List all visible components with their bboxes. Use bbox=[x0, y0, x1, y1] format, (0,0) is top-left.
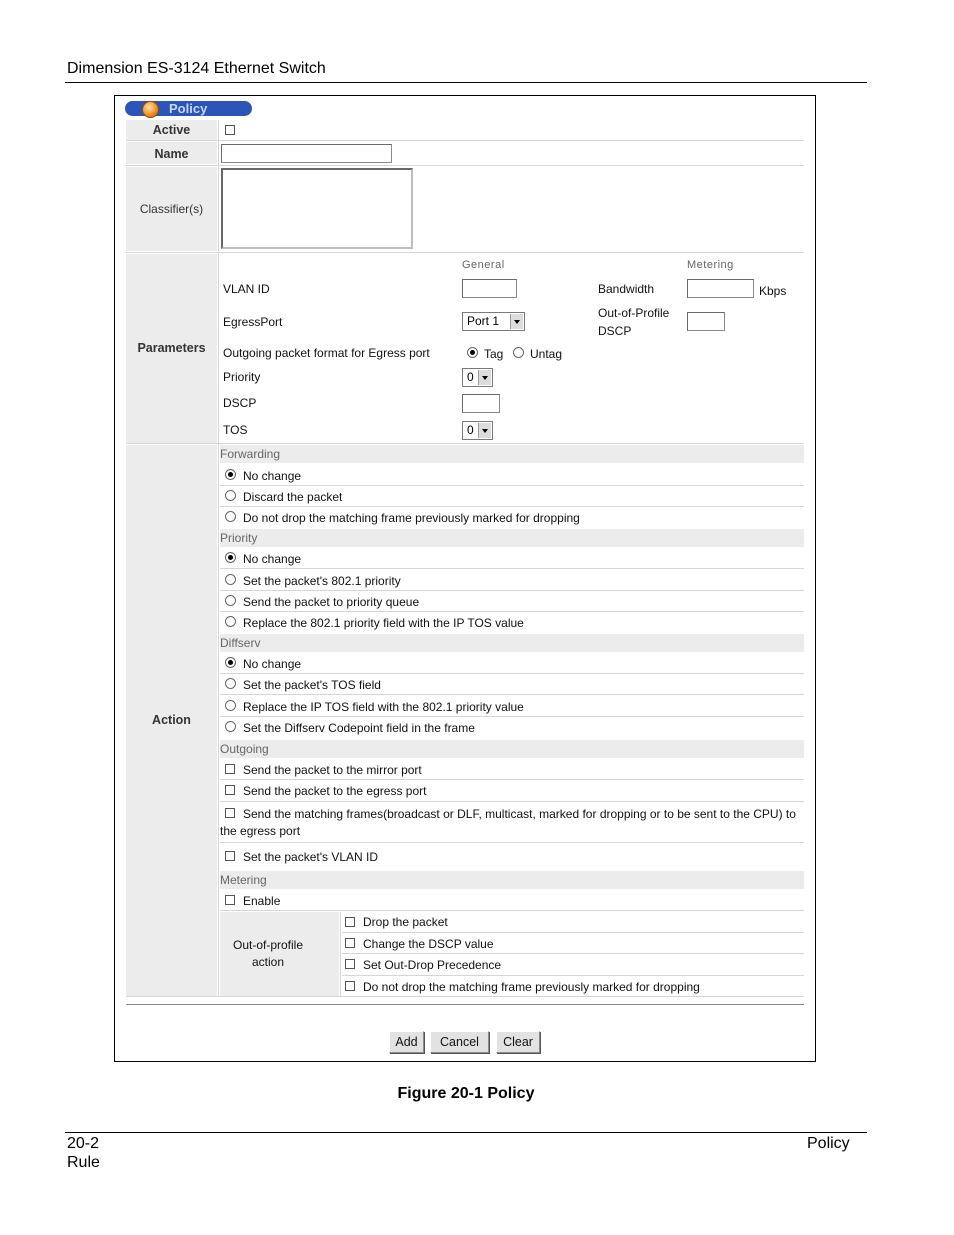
diffserv-replace-radio[interactable] bbox=[225, 700, 236, 711]
dscp-input[interactable] bbox=[462, 394, 500, 413]
panel-title: Policy bbox=[169, 101, 208, 116]
priority-select[interactable] bbox=[462, 368, 493, 387]
outgoing-mirror-checkbox[interactable] bbox=[225, 764, 235, 774]
forwarding-do-not-drop-radio[interactable] bbox=[225, 511, 236, 522]
egress-port-select[interactable] bbox=[462, 312, 525, 331]
outgoing-option-label: Send the packet to the egress port bbox=[243, 784, 427, 798]
row-divider bbox=[220, 694, 804, 695]
outgoing-long-option-line1: Send the matching frames(broadcast or DLF, multicast, marked for dropping or to be sent to the CPU) to bbox=[243, 807, 796, 821]
diffserv-codepoint-radio[interactable] bbox=[225, 721, 236, 732]
oop-option-label: Drop the packet bbox=[363, 915, 448, 929]
row-divider bbox=[220, 801, 804, 802]
oop-drop-checkbox[interactable] bbox=[345, 917, 355, 927]
row-divider bbox=[220, 611, 804, 612]
diffserv-option-label: No change bbox=[243, 657, 302, 671]
row-divider bbox=[126, 252, 804, 253]
priority-no-change-radio[interactable] bbox=[225, 552, 236, 563]
untag-label: Untag bbox=[530, 347, 563, 361]
oop-option-label: Do not drop the matching frame previously marked for dropping bbox=[363, 980, 700, 994]
priority-option-label: Set the packet's 802.1 priority bbox=[243, 574, 401, 588]
priority-value: 0 bbox=[467, 370, 474, 384]
row-divider bbox=[342, 953, 804, 954]
oop-dscp-input[interactable] bbox=[687, 312, 725, 331]
forwarding-no-change-radio[interactable] bbox=[225, 469, 236, 480]
classifiers-listbox[interactable] bbox=[221, 168, 413, 249]
action-label: Action bbox=[152, 713, 191, 727]
egress-port-label: EgressPort bbox=[223, 315, 283, 329]
row-divider bbox=[220, 506, 804, 507]
egress-port-value: Port 1 bbox=[467, 314, 500, 328]
footer-rule bbox=[65, 1132, 867, 1133]
forwarding-title: Forwarding bbox=[220, 447, 281, 461]
outgoing-vlan-id-checkbox[interactable] bbox=[225, 851, 235, 861]
priority-option-label: No change bbox=[243, 552, 302, 566]
diffserv-set-tos-radio[interactable] bbox=[225, 678, 236, 689]
priority-title: Priority bbox=[220, 531, 258, 545]
row-divider bbox=[220, 716, 804, 717]
forwarding-option-label: Discard the packet bbox=[243, 490, 343, 504]
vlan-id-input[interactable] bbox=[462, 279, 517, 298]
header-rule bbox=[65, 82, 867, 83]
classifiers-label: Classifier(s) bbox=[139, 202, 204, 216]
row-divider bbox=[126, 165, 804, 166]
bandwidth-input[interactable] bbox=[687, 279, 754, 298]
diffserv-no-change-radio[interactable] bbox=[225, 657, 236, 668]
oop-option-label: Change the DSCP value bbox=[363, 937, 494, 951]
row-divider bbox=[220, 568, 804, 569]
diffserv-option-label: Set the packet's TOS field bbox=[243, 678, 381, 692]
tos-select[interactable] bbox=[462, 421, 493, 440]
row-divider bbox=[126, 996, 804, 997]
row-divider bbox=[342, 932, 804, 933]
metering-enable-label: Enable bbox=[243, 894, 281, 908]
metering-enable-checkbox[interactable] bbox=[225, 895, 235, 905]
oop-dscp-label-line2: DSCP bbox=[598, 324, 632, 338]
forwarding-option-label: No change bbox=[243, 469, 302, 483]
parameters-label: Parameters bbox=[137, 341, 206, 355]
metering-title: Metering bbox=[220, 873, 267, 887]
oop-action-label-cell bbox=[220, 912, 339, 996]
forwarding-discard-radio[interactable] bbox=[225, 490, 236, 501]
row-divider bbox=[126, 443, 804, 444]
outgoing-option-label: Send the packet to the mirror port bbox=[243, 763, 422, 777]
footer-chapter: Policy bbox=[807, 1135, 850, 1152]
row-divider bbox=[220, 485, 804, 486]
oop-out-drop-checkbox[interactable] bbox=[345, 959, 355, 969]
name-label: Name bbox=[154, 147, 189, 161]
footer-page-number: 20-2 bbox=[67, 1135, 100, 1152]
outgoing-title: Outgoing bbox=[220, 742, 269, 756]
outgoing-long-option-line2: the egress port bbox=[220, 824, 301, 838]
footer-section: Rule bbox=[67, 1154, 100, 1171]
column-divider bbox=[218, 120, 219, 996]
priority-queue-radio[interactable] bbox=[225, 595, 236, 606]
tos-label: TOS bbox=[223, 423, 248, 437]
forwarding-option-label: Do not drop the matching frame previously marked for dropping bbox=[243, 511, 580, 525]
diffserv-option-label: Set the Diffserv Codepoint field in the frame bbox=[243, 721, 475, 735]
priority-section-bar bbox=[220, 529, 804, 547]
metering-section-bar bbox=[220, 871, 804, 889]
outgoing-egress-checkbox[interactable] bbox=[225, 785, 235, 795]
row-divider bbox=[220, 842, 804, 843]
bandwidth-unit: Kbps bbox=[759, 284, 787, 298]
oop-change-dscp-checkbox[interactable] bbox=[345, 938, 355, 948]
diffserv-section-bar bbox=[220, 634, 804, 652]
metering-header: Metering bbox=[687, 259, 734, 271]
row-divider bbox=[220, 590, 804, 591]
priority-label: Priority bbox=[223, 370, 261, 384]
outgoing-section-bar bbox=[220, 740, 804, 758]
forwarding-section-bar bbox=[220, 445, 804, 463]
oop-action-label-line1: Out-of-profile bbox=[232, 938, 304, 952]
general-header: General bbox=[462, 259, 505, 271]
untag-radio[interactable] bbox=[513, 347, 524, 358]
figure-caption: Figure 20-1 Policy bbox=[397, 1085, 535, 1102]
orb-icon bbox=[142, 101, 159, 118]
bandwidth-label: Bandwidth bbox=[598, 282, 655, 296]
priority-set-8021-radio[interactable] bbox=[225, 574, 236, 585]
diffserv-title: Diffserv bbox=[220, 636, 261, 650]
priority-replace-radio[interactable] bbox=[225, 616, 236, 627]
diffserv-option-label: Replace the IP TOS field with the 802.1 priority value bbox=[243, 700, 524, 714]
buttons-separator bbox=[126, 1004, 804, 1005]
outgoing-format-label: Outgoing packet format for Egress port bbox=[223, 346, 430, 360]
document-header: Dimension ES-3124 Ethernet Switch bbox=[67, 60, 326, 77]
row-divider bbox=[220, 673, 804, 674]
oop-option-label: Set Out-Drop Precedence bbox=[363, 958, 502, 972]
active-checkbox[interactable] bbox=[225, 125, 235, 135]
chevron-down-icon[interactable] bbox=[510, 314, 523, 329]
priority-option-label: Replace the 802.1 priority field with the IP TOS value bbox=[243, 616, 524, 630]
oop-do-not-drop-checkbox[interactable] bbox=[345, 981, 355, 991]
row-divider bbox=[342, 975, 804, 976]
clear-button[interactable]: Clear bbox=[496, 1031, 540, 1053]
tag-radio[interactable] bbox=[467, 347, 478, 358]
row-divider bbox=[126, 140, 804, 141]
oop-action-label-line2: action bbox=[251, 955, 285, 969]
outgoing-matching-frames-checkbox[interactable] bbox=[225, 808, 235, 818]
chevron-down-icon[interactable] bbox=[478, 370, 491, 385]
column-divider bbox=[340, 912, 341, 996]
tag-label: Tag bbox=[484, 347, 504, 361]
dscp-label: DSCP bbox=[223, 396, 257, 410]
oop-dscp-label-line1: Out-of-Profile bbox=[598, 306, 670, 320]
tos-value: 0 bbox=[467, 423, 474, 437]
row-divider bbox=[220, 779, 804, 780]
cancel-button[interactable]: Cancel bbox=[430, 1031, 489, 1053]
vlan-id-label: VLAN ID bbox=[223, 282, 270, 296]
row-divider bbox=[220, 910, 804, 911]
priority-option-label: Send the packet to priority queue bbox=[243, 595, 420, 609]
name-input[interactable] bbox=[221, 144, 392, 163]
outgoing-vlan-option-label: Set the packet's VLAN ID bbox=[243, 850, 379, 864]
active-label: Active bbox=[152, 123, 191, 137]
add-button[interactable]: Add bbox=[389, 1031, 424, 1053]
chevron-down-icon[interactable] bbox=[478, 423, 491, 438]
